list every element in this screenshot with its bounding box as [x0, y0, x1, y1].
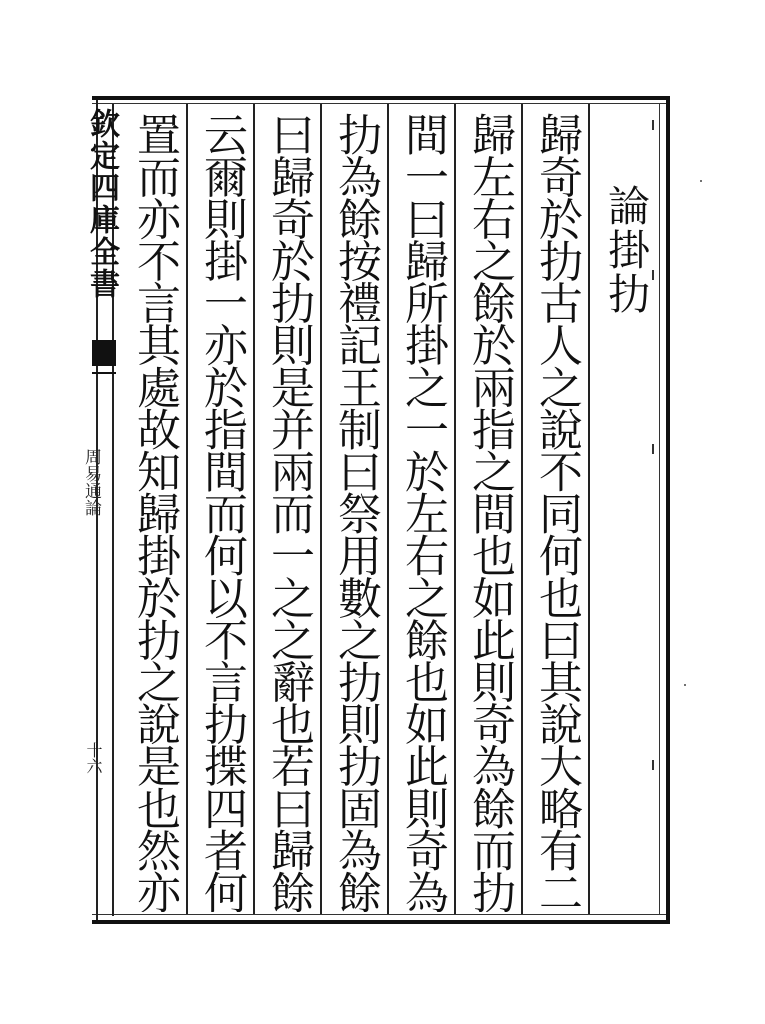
ink-speck	[700, 180, 702, 182]
text-column-2: 歸左右之餘於兩指之間也如此則奇為餘而扐	[464, 112, 515, 912]
spine-collection-title: 欽定四庫全書	[84, 108, 119, 300]
column-divider	[588, 104, 590, 914]
text-column-3: 間一曰歸所掛之一於左右之餘也如此則奇為	[397, 112, 448, 912]
spine-page-number: 十六	[84, 742, 103, 774]
column-divider	[320, 104, 322, 914]
section-heading: 論掛扐	[602, 184, 651, 316]
column-divider	[186, 104, 188, 914]
column-divider	[253, 104, 255, 914]
text-column-1: 歸奇於扐古人之說不同何也曰其說大略有二	[531, 112, 582, 912]
margin-tick	[652, 444, 654, 454]
fishtail-rule	[92, 372, 116, 374]
frame-bottom-inner-border	[92, 914, 670, 915]
fishtail-mark	[92, 340, 116, 366]
frame-top-border	[92, 96, 670, 100]
column-divider	[454, 104, 456, 914]
column-divider	[521, 104, 523, 914]
text-column-7: 置而亦不言其處故知歸掛於扐之說是也然亦	[129, 112, 180, 912]
text-column-5: 曰歸奇於扐則是并兩而一之之辭也若曰歸餘	[263, 112, 314, 912]
frame-right-border	[666, 96, 670, 924]
margin-tick	[652, 760, 654, 770]
text-column-6: 云爾則掛一亦於指間而何以不言扐揲四者何	[196, 112, 247, 912]
frame-right-inner-border	[659, 104, 660, 914]
spine-book-title: 周易通論	[81, 448, 101, 516]
frame-top-inner-border	[92, 103, 670, 104]
margin-tick	[652, 120, 654, 130]
ink-speck	[684, 684, 686, 686]
text-column-4: 扐為餘按禮記王制曰祭用數之扐則扐固為餘	[330, 112, 381, 912]
frame-bottom-border	[92, 920, 670, 924]
margin-tick	[652, 270, 654, 280]
column-divider	[387, 104, 389, 914]
